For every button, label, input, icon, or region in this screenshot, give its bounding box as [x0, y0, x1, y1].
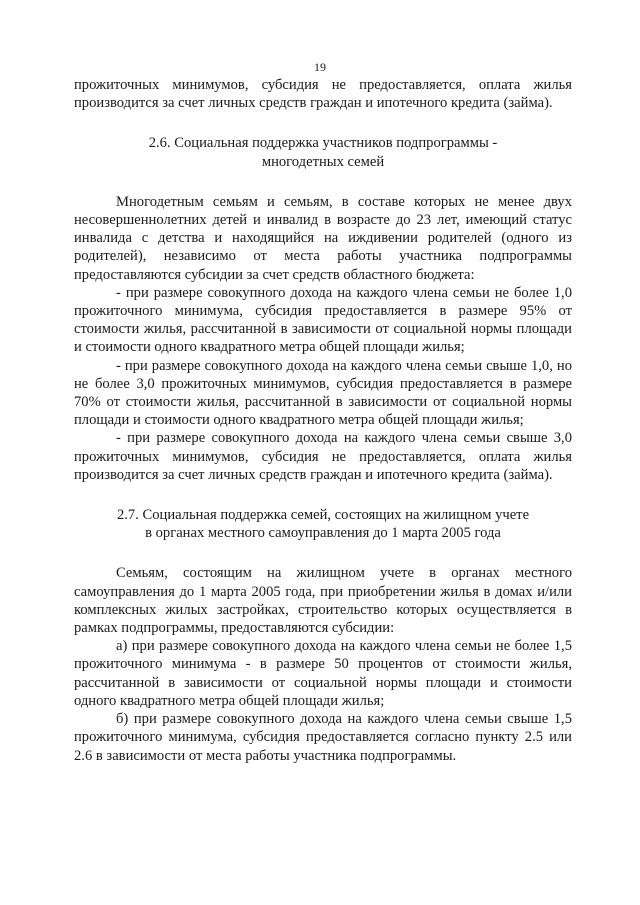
section-2-7-heading-line1: 2.7. Социальная поддержка семей, состоящих на жилищном учете [116, 507, 530, 524]
section-2-7-item: б) при размере совокупного дохода на каждого члена семьи свыше 1,5 прожиточного минимума, субсидия предоставляется согласно пункту 2.5 или 2.6 в зависимости от места работы участника подпрограммы. [74, 711, 572, 764]
section-2-6-heading-line1: 2.6. Социальная поддержка участников подпрограммы - [148, 135, 498, 152]
continued-paragraph: прожиточных минимумов, субсидия не предоставляется, оплата жилья производится за счет личных средств граждан и ипотечного кредита (займа). [74, 77, 572, 112]
section-2-6-intro: Многодетным семьям и семьям, в составе которых не менее двух несовершеннолетних детей и инвалид в возрасте до 23 лет, имеющий статус инвалида с детства и находящийся на иждивении родителей (одного из родителей), независимо от места работы участника подпрограммы предоставляются субсидии за счет средств областного бюджета: [74, 193, 572, 283]
section-2-6-item: - при размере совокупного дохода на каждого члена семьи не более 1,0 прожиточного минимума, субсидия предоставляется в размере 95% от стоимости жилья, рассчитанной в зависимости от социальной нормы площади и стоимости одного квадратного метра общей площади жилья; [74, 284, 572, 356]
section-2-6-item: - при размере совокупного дохода на каждого члена семьи свыше 1,0, но не более 3,0 прожиточных минимумов, субсидия предоставляется в размере 70% от стоимости жилья, рассчитанной в зависимости от социальной нормы площади и стоимости одного квадратного метра общей площади жилья; [74, 357, 572, 429]
section-2-7-item: а) при размере совокупного дохода на каждого члена семьи не более 1,5 прожиточного минимума - в размере 50 процентов от стоимости жилья, рассчитанной в зависимости от социальной нормы площади и стоимости одного квадратного метра общей площади жилья; [74, 638, 572, 709]
page-number: 19 [314, 60, 326, 74]
page-content [74, 76, 572, 765]
section-2-6-item: - при размере совокупного дохода на каждого члена семьи свыше 3,0 прожиточных минимумов, субсидия не предоставляется, оплата жилья производится за счет личных средств граждан и ипотечного кредита (займа). [74, 430, 572, 483]
section-2-6-heading-line2: многодетных семей [261, 153, 385, 170]
section-2-7-intro: Семьям, состоящим на жилищном учете в органах местного самоуправления до 1 марта 2005 года, при приобретении жилья в домах и/или комплексных жилых застройках, строительство которых осуществляется в рамках подпрограммы, предоставляются субсидии: [74, 565, 572, 637]
section-2-7-heading-line2: в органах местного самоуправления до 1 марта 2005 года [145, 525, 501, 542]
